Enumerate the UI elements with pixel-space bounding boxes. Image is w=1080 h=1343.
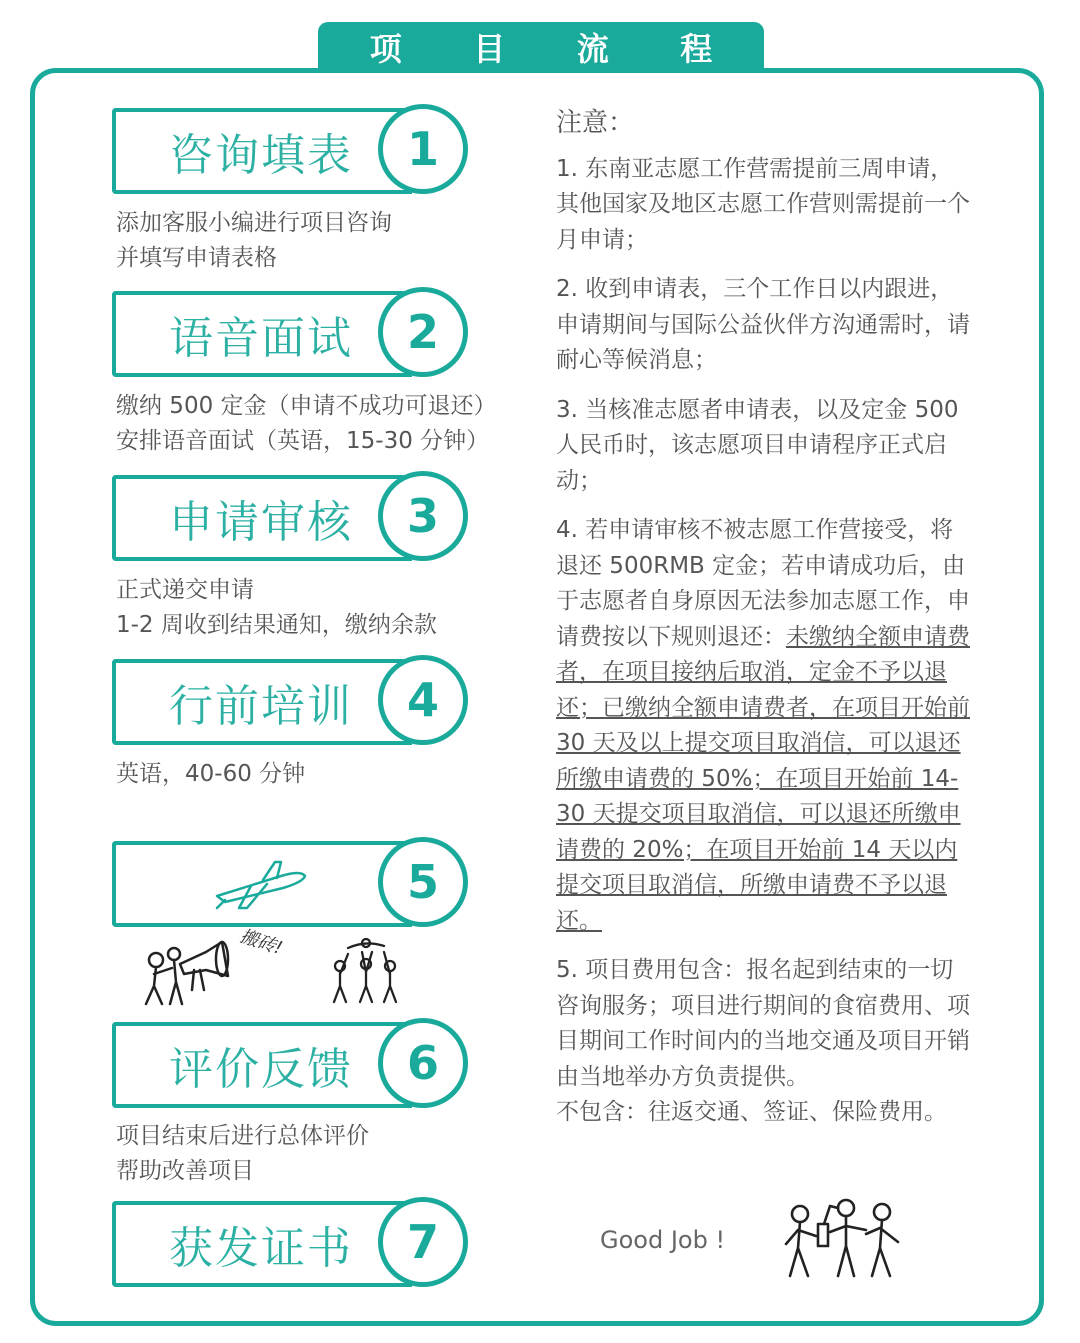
step-label: 申请审核 [169,497,353,548]
step-label: 获发证书 [169,1223,353,1274]
step-label: 语音面试 [169,313,353,364]
step-number: 3 [378,471,468,561]
step-label-box [112,841,412,927]
step-3-description [116,573,437,643]
step-label-box [112,475,412,561]
step-number: 7 [378,1197,468,1287]
step-label: 评价反馈 [169,1044,353,1095]
refund-rules: 未缴纳全额申请费者，在项目接纳后取消，定金不予以退还；已缴纳全额申请费者，在项目开始前 30 天及以上提交项目取消信，可以退还所缴申请费的 50%；在项目开始前 14-30 天提交项目取消信，可以退还所缴申请费的 20%；在项目开始前 14 天以内提交项目取消信，所缴申请费不予以退还。 [556,623,970,934]
step-number: 1 [378,104,468,194]
desc-line: 并填写申请表格 [116,245,277,271]
good-job-text: Good Job ! [600,1226,726,1254]
desc-line: 项目结束后进行总体评价 [116,1123,369,1149]
step-1-description [116,206,392,276]
page-title [318,22,764,72]
desc-line: 添加客服小编进行项目咨询 [116,210,392,236]
title-char: 流 [576,30,609,68]
step-number: 2 [378,287,468,377]
step-label-box [112,291,412,377]
step-label: 行前培训 [169,681,353,732]
step-6-description [116,1119,369,1189]
step-2 [112,287,474,379]
notes-panel [556,106,976,1145]
desc-line: 正式递交申请 [116,577,254,603]
speech-bubble: 搬砖! [237,925,285,960]
celebrating-figures-illustration [326,936,406,1004]
note-item-fees [556,953,976,1131]
desc-line: 英语，40-60 分钟 [116,761,306,787]
notes-heading: 注意： [556,108,635,138]
step-label-box [112,659,412,745]
note-item: 1. 东南亚志愿工作营需提前三周申请，其他国家及地区志愿工作营则需提前一个月申请； [556,155,970,253]
step-label-box [112,1201,412,1287]
step-number: 5 [378,837,468,927]
title-char: 项 [369,30,402,68]
desc-line: 1-2 周收到结果通知，缴纳余款 [116,612,437,638]
desc-line: 安排语音面试（英语，15-30 分钟） [116,428,490,454]
refund-intro: 4. 若申请审核不被志愿工作营接受，将退还 500RMB 定金；若申请成功后，由于志愿者自身原因无法参加志愿工作，申请费按以下规则退还： [556,517,970,650]
desc-line: 帮助改善项目 [116,1158,254,1184]
step-1 [112,104,474,196]
step-4-description [116,757,305,792]
title-char: 目 [473,30,506,68]
title-char: 程 [680,30,713,68]
megaphone-figures-illustration [136,930,246,1006]
step-7 [112,1197,474,1289]
step-label-box [112,1022,412,1108]
step-4 [112,655,474,747]
note-item: 3. 当核准志愿者申请表，以及定金 500 人民币时，该志愿项目申请程序正式启动； [556,396,959,494]
step-label [116,845,406,923]
note-item: 2. 收到申请表，三个工作日以内跟进，申请期间与国际公益伙伴方沟通需时，请耐心等候消息； [556,276,970,373]
step-label-box [112,108,412,194]
step-number: 6 [378,1018,468,1108]
airplane-icon [211,856,311,912]
team-figures-illustration [780,1196,910,1278]
step-label: 咨询填表 [169,130,353,181]
step-3 [112,471,474,563]
step-5 [112,837,474,929]
desc-line: 缴纳 500 定金（申请不成功可退还） [116,393,497,419]
step-number: 4 [378,655,468,745]
fees-included: 5. 项目费用包含：报名起到结束的一切咨询服务；项目进行期间的食宿费用、项目期间工作时间内的当地交通及项目开销由当地举办方负责提供。 [556,957,970,1090]
step-6 [112,1018,474,1110]
fees-excluded: 不包含：往返交通、签证、保险费用。 [556,1099,947,1125]
note-item-refund [556,513,976,939]
step-2-description [116,389,497,459]
